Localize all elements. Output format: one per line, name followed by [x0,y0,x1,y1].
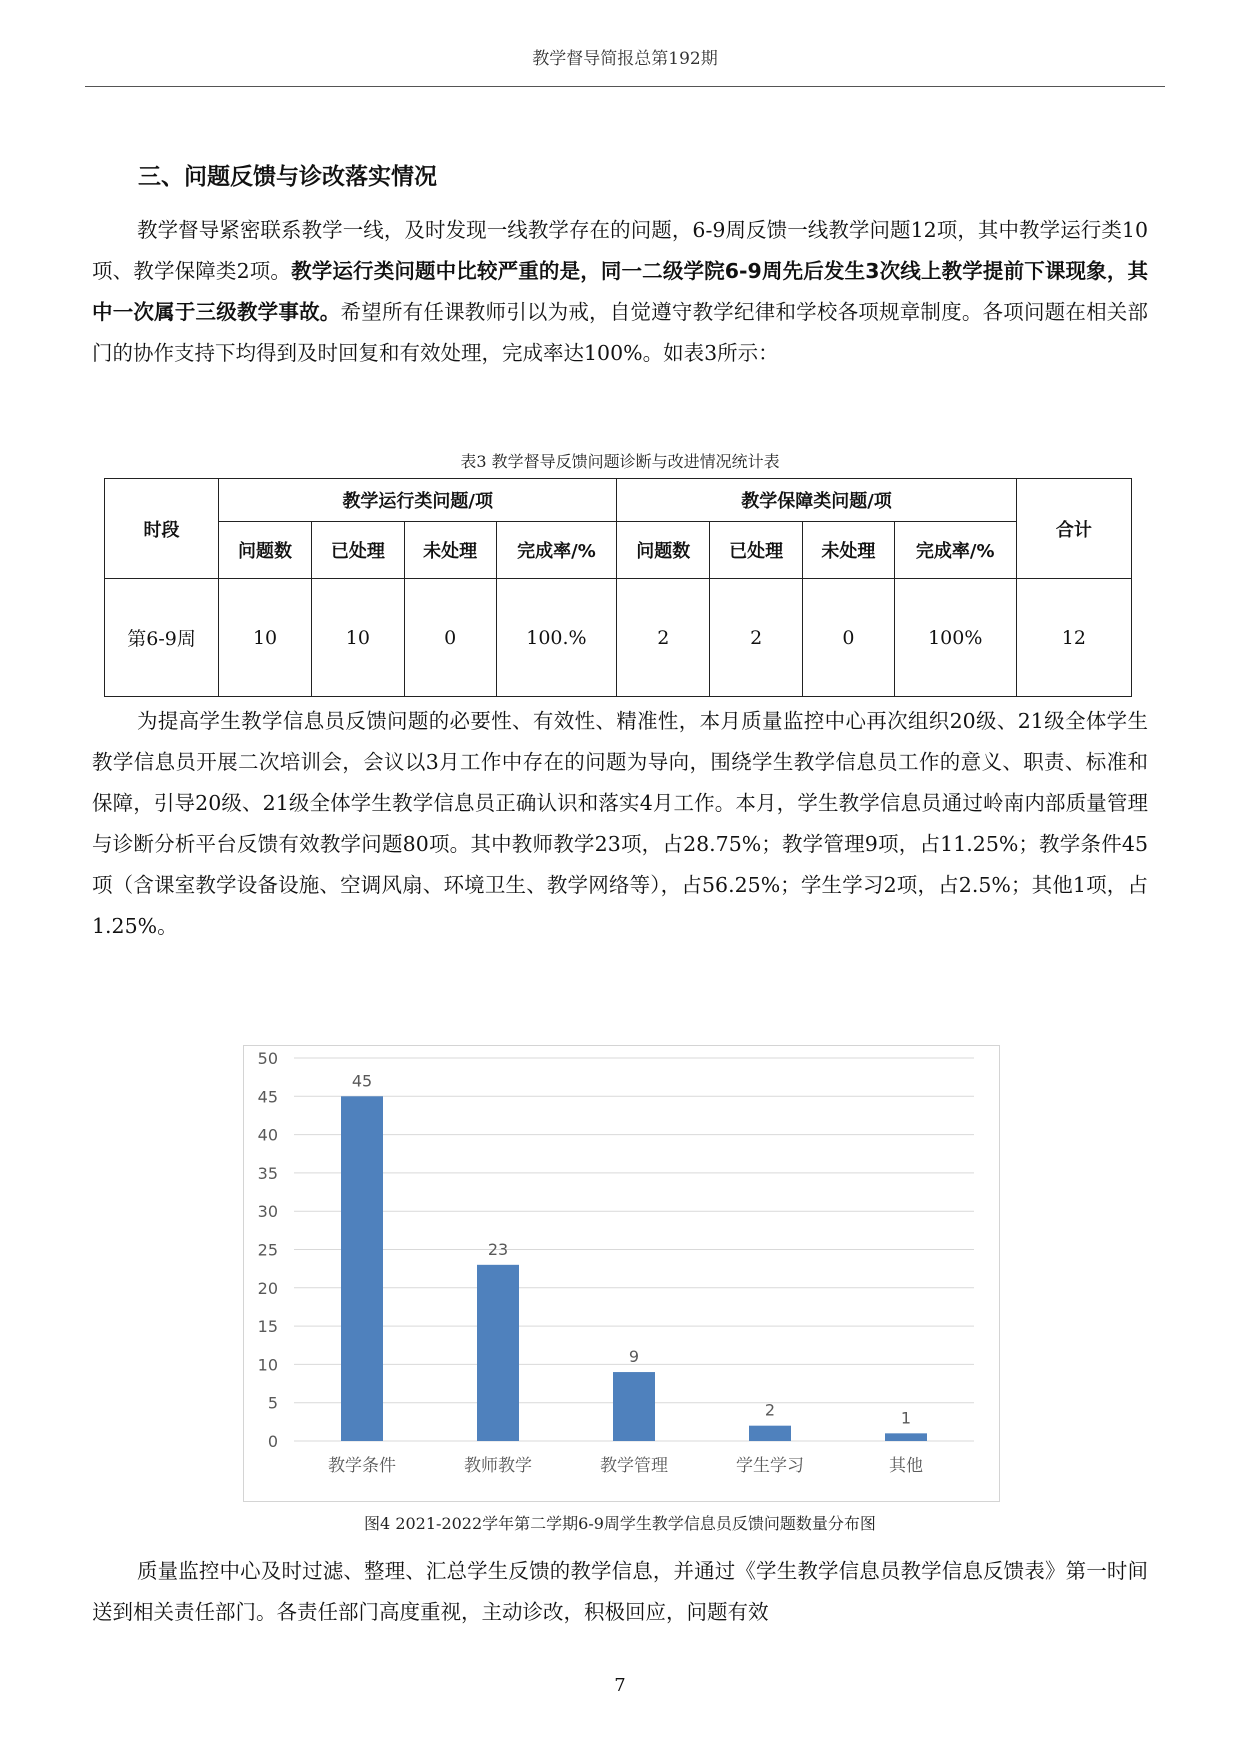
data-cell: 10 [219,579,312,697]
sub-header: 已处理 [311,522,404,579]
stats-table [104,478,1132,697]
bar [477,1265,519,1441]
sub-header: 问题数 [617,522,710,579]
para1-sentence3: 希望所有任课教师引以为戒，自觉遵守教学纪律和学校各项规章制度。各项问题在相关部门的协作支持下均得到及时回复和有效处理，完成率达100%。如表3所示： [92,300,1149,365]
data-label: 23 [487,1239,509,1259]
y-tick-label: 15 [257,1317,278,1337]
y-tick-label: 35 [257,1163,278,1183]
data-cell: 2 [617,579,710,697]
bar [749,1426,791,1441]
bar [613,1372,655,1441]
page-header: 教学督导简报总第192期 [532,49,718,69]
para1-bold-sentence: 教学运行类问题中比较严重的是，同一二级学院6-9周先后发生3次线上教学提前下课现象，其中一次属于三级教学事故。 [92,259,1148,324]
data-label: 45 [351,1071,373,1091]
paragraph-student-feedback [92,701,1148,947]
data-cell: 100.% [496,579,617,697]
sub-header: 完成率/% [894,522,1016,579]
data-cell: 100% [894,579,1016,697]
y-tick-label: 10 [257,1355,278,1375]
x-tick-label: 学生学习 [736,1456,804,1476]
section-title: 三、问题反馈与诊改落实情况 [138,164,437,190]
bar [885,1433,927,1441]
figure-caption: 图4 2021-2022学年第二学期6-9周学生教学信息员反馈问题数量分布图 [364,1514,876,1533]
data-cell: 0 [803,579,895,697]
paragraph-problem-feedback [92,210,1148,374]
period-cell: 第6-9周 [105,579,219,697]
x-tick-label: 教学条件 [328,1456,396,1476]
support-group-header: 教学保障类问题/项 [617,479,1016,522]
y-tick-label: 45 [257,1087,278,1107]
period-header: 时段 [105,479,219,579]
header-rule [85,86,1165,87]
sub-header: 问题数 [219,522,312,579]
sub-header: 未处理 [803,522,895,579]
data-label: 2 [764,1400,776,1420]
y-tick-label: 20 [257,1278,278,1298]
data-cell: 2 [710,579,803,697]
table-caption: 表3 教学督导反馈问题诊断与改进情况统计表 [460,452,780,471]
y-tick-label: 5 [267,1393,278,1413]
table-row [105,579,1132,697]
x-tick-label: 其他 [889,1456,923,1476]
page-number: 7 [614,1675,626,1696]
sub-header: 未处理 [404,522,496,579]
y-tick-label: 40 [257,1125,278,1145]
para1-sentence1: 教学督导紧密联系教学一线，及时发现一线教学存在的问题，6-9周反馈一线教学问题12项，其中教学运行类10项、教学保障类2项。 [92,218,1148,283]
total-cell: 12 [1016,579,1131,697]
data-label: 1 [900,1408,912,1428]
x-tick-label: 教学管理 [600,1456,668,1476]
total-header: 合计 [1016,479,1131,579]
y-tick-label: 0 [267,1432,278,1451]
data-cell: 0 [404,579,496,697]
y-tick-label: 25 [257,1240,278,1260]
para3-text: 质量监控中心及时过滤、整理、汇总学生反馈的教学信息，并通过《学生教学信息员教学信息反馈表》第一时间送到相关责任部门。各责任部门高度重视，主动诊改，积极回应，问题有效 [92,1559,1148,1624]
bar [341,1096,383,1441]
paragraph-quality-center [92,1551,1148,1633]
sub-header: 已处理 [710,522,803,579]
y-tick-label: 30 [257,1202,278,1222]
bar-chart-svg [244,1046,999,1501]
y-tick-label: 50 [257,1049,278,1068]
bar-chart [243,1045,1000,1502]
x-tick-label: 教师教学 [464,1456,532,1476]
data-cell: 10 [311,579,404,697]
para2-text: 为提高学生教学信息员反馈问题的必要性、有效性、精准性，本月质量监控中心再次组织20级、21级全体学生教学信息员开展二次培训会，会议以3月工作中存在的问题为导向，围绕学生教学信息员工作的意义、职责、标准和保障，引导20级、21级全体学生教学信息员正确认识和落实4月工作。本月，学生教学信息员通过岭南内部质量管理与诊断分析平台反馈有效教学问题80项。其中教师教学23项，占28.75%；教学管理9项，占11.25%；教学条件45项（含课室教学设备设施、空调风扇、环境卫生、教学网络等），占56.25%；学生学习2项，占2.5%；其他1项，占1.25%。 [92,709,1148,938]
data-label: 9 [628,1347,640,1367]
operation-group-header: 教学运行类问题/项 [219,479,617,522]
sub-header: 完成率/% [496,522,617,579]
